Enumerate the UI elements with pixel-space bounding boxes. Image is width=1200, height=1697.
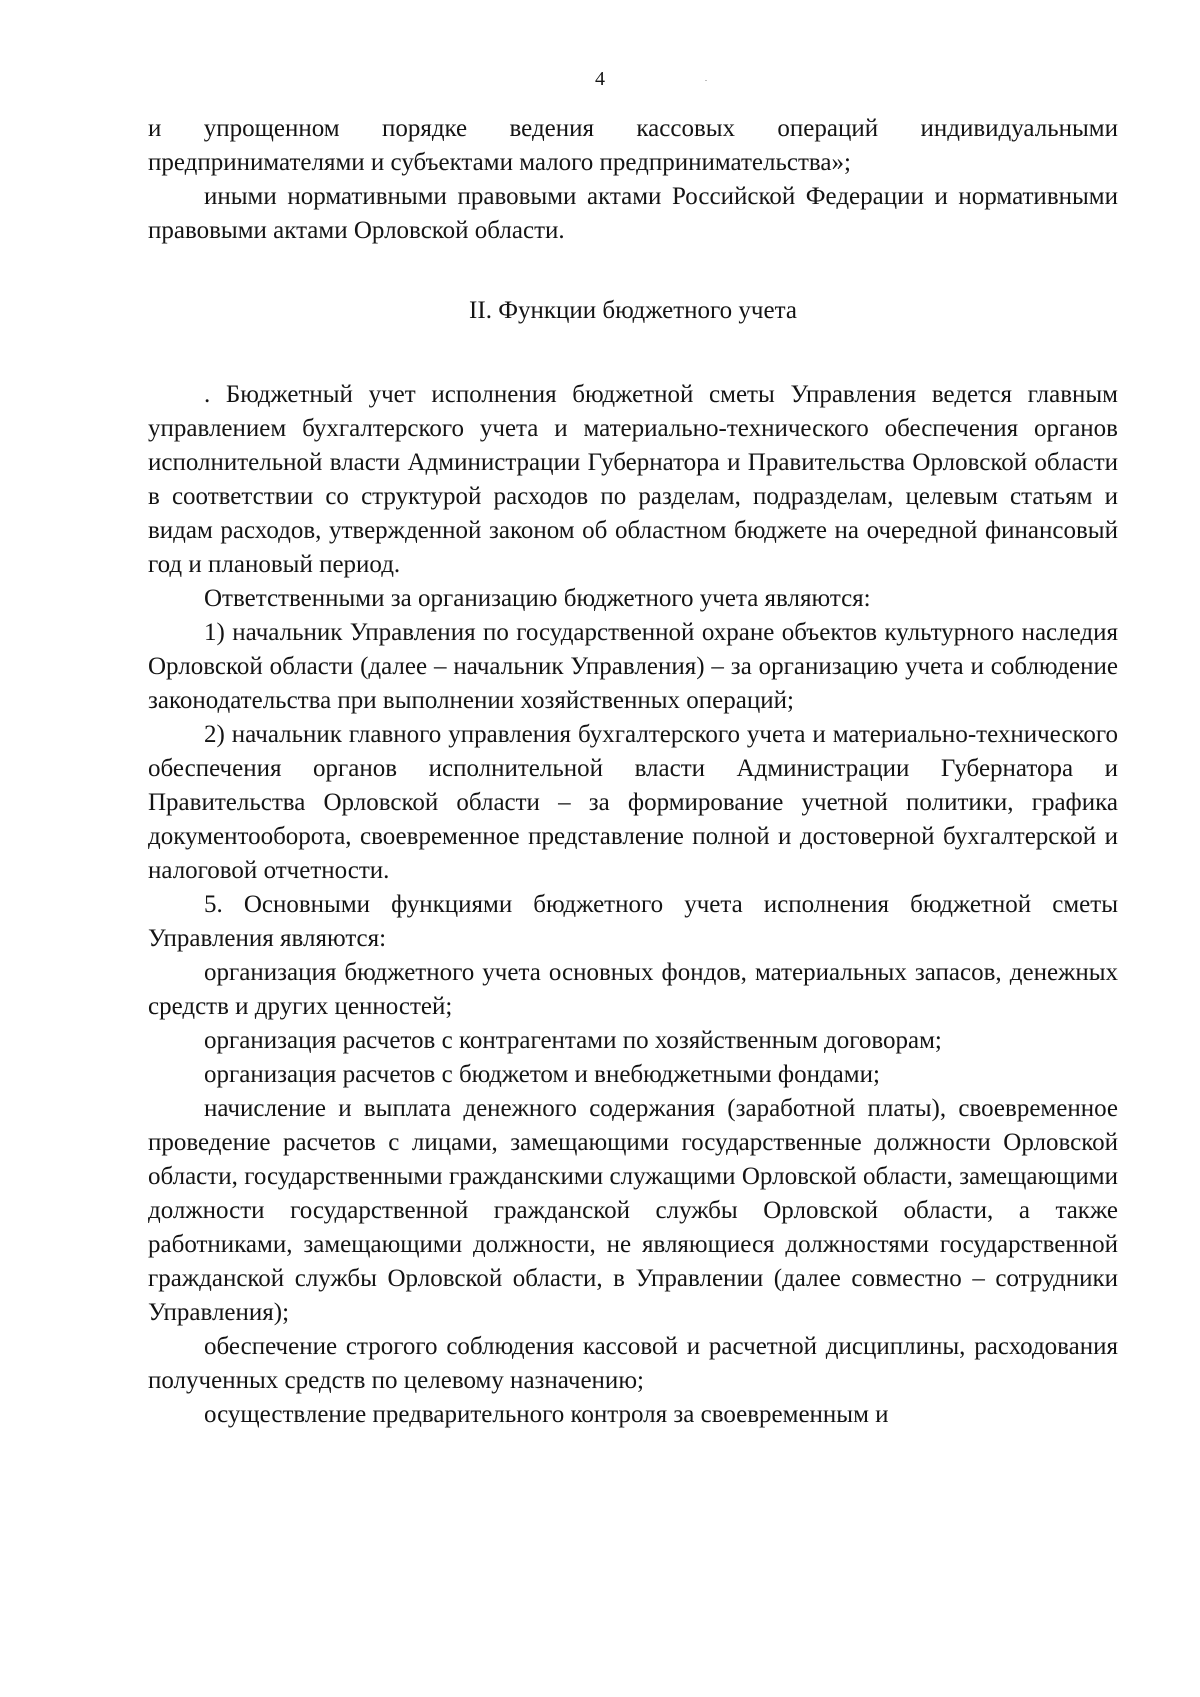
paragraphs-before-heading (148, 112, 1118, 248)
paragraph: 1) начальник Управления по государственной охране объектов культурного наследия Орловской области (далее – начальник Управления) – за организацию учета и соблюдение законодательства при выполнении хозяйственных операций; (148, 619, 1118, 714)
paragraph: начисление и выплата денежного содержания (заработной платы), своевременное проведение расчетов с лицами, замещающими государственные должности Орловской области, государственными гражданскими служащими Орловской области, замещающими должности государственной гражданской службы Орловской области, а также работниками, замещающими должности, не являющиеся должностями государственной гражданской службы Орловской области, в Управлении (далее совместно – сотрудники Управления); (148, 1095, 1118, 1326)
paragraph: Ответственными за организацию бюджетного учета являются: (204, 585, 871, 612)
paragraphs-after-heading (148, 378, 1118, 1432)
paragraph: организация расчетов с контрагентами по хозяйственным договорам; (204, 1027, 942, 1054)
paragraph: . Бюджетный учет исполнения бюджетной сметы Управления ведется главным управлением бухгалтерского учета и материально-технического обеспечения органов исполнительной власти Администрации Губернатора и Правительства Орловской области в соответствии со структурой расходов по разделам, подразделам, целевым статьям и видам расходов, утвержденной законом об областном бюджете на очередной финансовый год и плановый период. (148, 381, 1118, 578)
paragraph: иными нормативными правовыми актами Российской Федерации и нормативными правовыми актами Орловской области. (148, 183, 1118, 244)
paragraph: осуществление предварительного контроля за своевременным и (204, 1401, 889, 1428)
paragraph: 5. Основными функциями бюджетного учета исполнения бюджетной сметы Управления являются: (148, 891, 1118, 952)
paragraph: обеспечение строгого соблюдения кассовой и расчетной дисциплины, расходования полученных средств по целевому назначению; (148, 1333, 1118, 1394)
paragraph: 2) начальник главного управления бухгалтерского учета и материально-технического обеспечения органов исполнительной власти Администрации Губернатора и Правительства Орловской области – за формирование учетной политики, графика документооборота, своевременное представление полной и достоверной бухгалтерской и налоговой отчетности. (148, 721, 1118, 884)
paragraph: организация бюджетного учета основных фондов, материальных запасов, денежных средств и других ценностей; (148, 959, 1118, 1020)
paragraph: организация расчетов с бюджетом и внебюджетными фондами; (204, 1061, 880, 1088)
scan-artifact (705, 80, 707, 81)
page-number: 4 (595, 68, 605, 90)
paragraph: и упрощенном порядке ведения кассовых операций индивидуальными предпринимателями и субъектами малого предпринимательства»; (148, 115, 1118, 176)
section-heading: II. Функции бюджетного учета (469, 297, 797, 324)
document-body (148, 112, 1118, 1432)
